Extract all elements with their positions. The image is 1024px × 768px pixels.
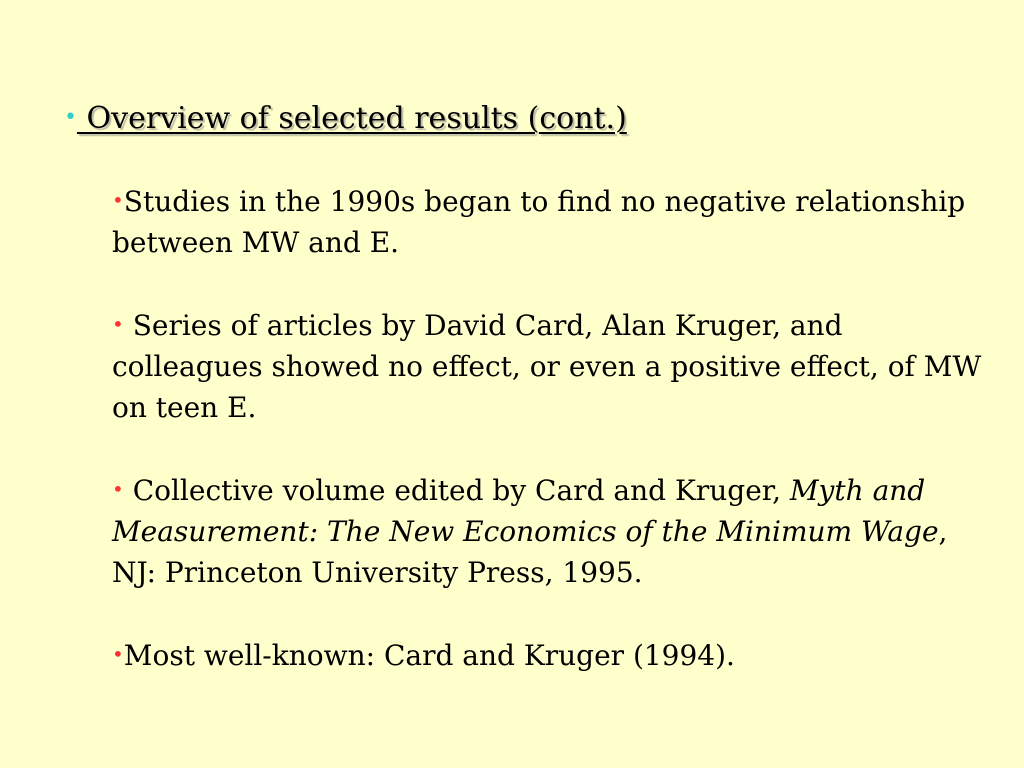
bullet-item-collective-volume	[112, 469, 982, 593]
bullet-icon: •	[112, 642, 124, 666]
slide-heading	[64, 98, 627, 139]
heading-bullet-icon: •	[64, 105, 77, 130]
bullet-item-text-after: , NJ: Princeton University Press, 1995.	[112, 515, 948, 589]
heading-text: Overview of selected results (cont.)	[76, 101, 627, 136]
bullet-icon: •	[112, 188, 124, 212]
bullet-item-text: Most well-known: Card and Kruger (1994).	[123, 639, 735, 672]
bullet-item-text: Studies in the 1990s began to find no negative relationship between MW and E.	[112, 185, 966, 259]
book-title: Myth and Measurement: The New Economics of the Minimum Wage	[112, 474, 939, 548]
bullet-item-card-kruger-articles	[112, 304, 982, 428]
bullet-item-most-well-known	[112, 634, 982, 676]
bullet-item-1990s-studies	[112, 180, 982, 263]
bullet-item-text-before: Collective volume edited by Card and Kruger,	[123, 474, 790, 507]
bullet-item-text: Series of articles by David Card, Alan Kruger, and colleagues showed no effect, or even a positive effect, of MW on teen E.	[112, 309, 982, 424]
bullet-list	[112, 180, 982, 717]
bullet-icon: •	[112, 477, 124, 501]
bullet-icon: •	[112, 312, 124, 336]
